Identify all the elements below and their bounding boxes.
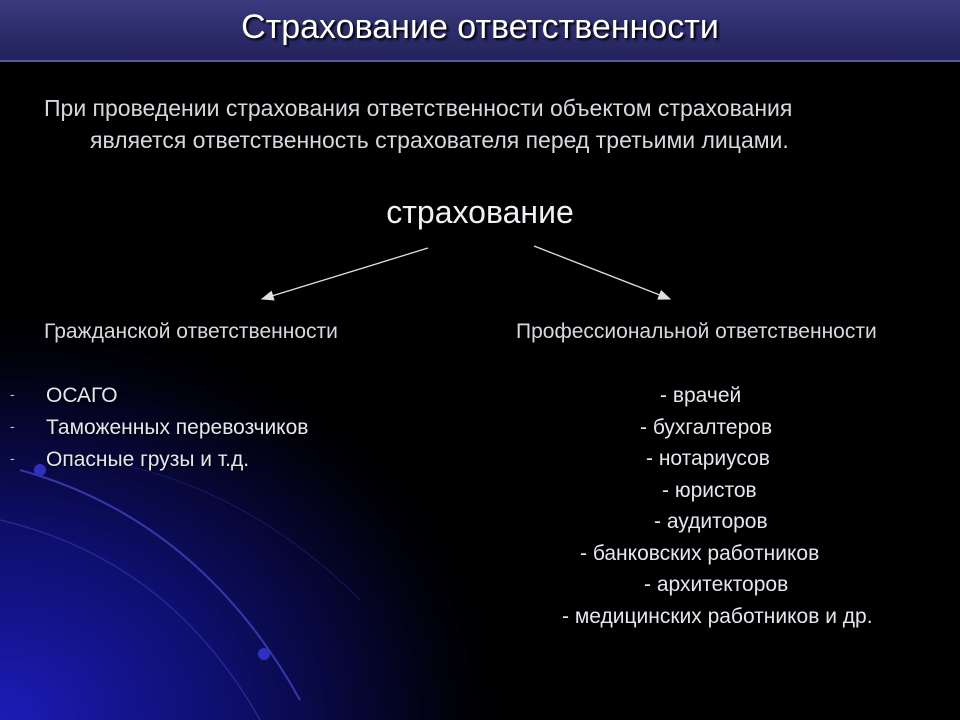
list-item: - аудиторов (654, 510, 768, 533)
arrow-to-civil (262, 248, 428, 299)
bullet-dash: - (10, 386, 15, 402)
list-item: - архитекторов (644, 573, 789, 596)
list-item: - нотариусов (646, 447, 770, 470)
definition-line-1: При проведении страхования ответственности объектом страхования (44, 95, 793, 121)
slide-title: Страхование ответственности (241, 8, 719, 46)
diagram-root-node: страхование (386, 194, 574, 230)
definition-line-2: является ответственность страхователя перед третьими лицами. (90, 127, 789, 153)
list-item: - врачей (660, 384, 742, 407)
list-item: - бухгалтеров (640, 415, 773, 439)
professional-liability-heading: Профессиональной ответственности (516, 320, 877, 343)
professional-liability-list (560, 384, 960, 636)
civil-liability-heading: Гражданской ответственности (44, 320, 338, 343)
list-item: - юристов (662, 478, 757, 502)
list-item: - банковских работников (580, 541, 820, 565)
bullet-dash: - (10, 418, 15, 434)
arrow-to-professional (534, 246, 670, 299)
bullet-dash: - (10, 450, 15, 466)
list-item: - медицинских работников и др. (562, 604, 873, 628)
